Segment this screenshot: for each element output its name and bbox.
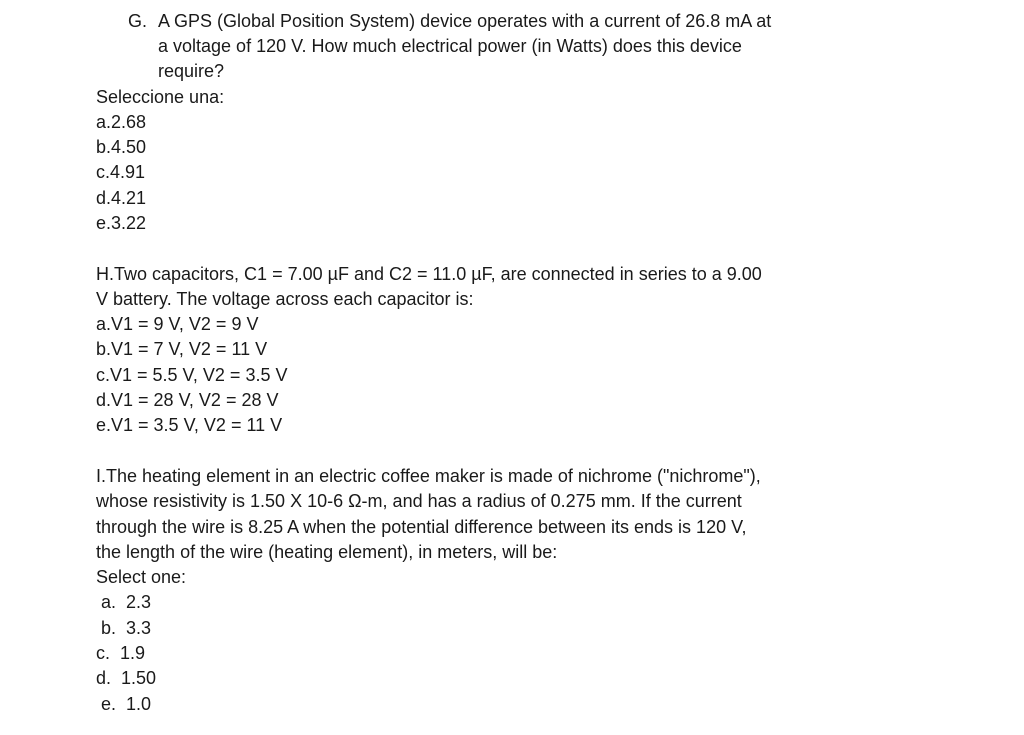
question-g-option-b[interactable]: b.4.50 <box>96 137 147 157</box>
question-g-option-e[interactable]: e.3.22 <box>96 213 147 233</box>
question-g-prompt: Seleccione una: <box>96 87 225 107</box>
question-i-option-c[interactable]: c. 1.9 <box>96 643 146 663</box>
question-i-prompt: Select one: <box>96 567 187 587</box>
question-i-text-line-2: whose resistivity is 1.50 X 10-6 Ω-m, and has a radius of 0.275 mm. If the current <box>96 491 742 511</box>
question-g-text-line-2: a voltage of 120 V. How much electrical power (in Watts) does this device <box>158 36 742 56</box>
question-g-option-a[interactable]: a.2.68 <box>96 112 147 132</box>
question-h-option-b[interactable]: b.V1 = 7 V, V2 = 11 V <box>96 339 268 359</box>
question-i-text-line-4: the length of the wire (heating element), in meters, will be: <box>96 542 558 562</box>
question-i-text-line-1: I.The heating element in an electric coffee maker is made of nichrome ("nichrome"), <box>96 466 761 486</box>
question-i-option-a[interactable]: a. 2.3 <box>101 592 152 612</box>
question-h-option-e[interactable]: e.V1 = 3.5 V, V2 = 11 V <box>96 415 283 435</box>
question-i-option-e[interactable]: e. 1.0 <box>101 694 152 714</box>
question-h-option-c[interactable]: c.V1 = 5.5 V, V2 = 3.5 V <box>96 365 288 385</box>
question-g-number: G. <box>128 11 148 31</box>
question-h-option-d[interactable]: d.V1 = 28 V, V2 = 28 V <box>96 390 279 410</box>
question-i-option-d[interactable]: d. 1.50 <box>96 668 157 688</box>
question-h-text-line-1: H.Two capacitors, C1 = 7.00 µF and C2 = 11.0 µF, are connected in series to a 9.00 <box>96 264 762 284</box>
question-i-text-line-3: through the wire is 8.25 A when the potential difference between its ends is 120 V, <box>96 517 747 537</box>
question-g-option-c[interactable]: c.4.91 <box>96 162 146 182</box>
question-g-text-line-3: require? <box>158 61 225 81</box>
question-h-option-a[interactable]: a.V1 = 9 V, V2 = 9 V <box>96 314 259 334</box>
question-h-text-line-2: V battery. The voltage across each capacitor is: <box>96 289 474 309</box>
question-i-option-b[interactable]: b. 3.3 <box>101 618 152 638</box>
question-g-text-line-1: A GPS (Global Position System) device operates with a current of 26.8 mA at <box>158 11 772 31</box>
question-g-option-d[interactable]: d.4.21 <box>96 188 147 208</box>
